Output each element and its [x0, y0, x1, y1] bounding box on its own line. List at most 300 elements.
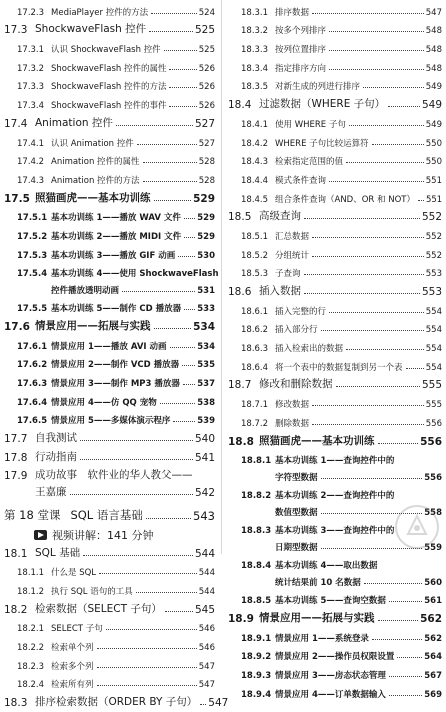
- dot-leader: [349, 125, 424, 126]
- entry-title: 插入数据: [259, 285, 301, 297]
- entry-number: 18.1.1: [17, 568, 45, 579]
- toc-subsection-entry[interactable]: [228, 451, 442, 466]
- entry-page-number: 534: [193, 321, 215, 333]
- dot-leader: [312, 256, 424, 257]
- toc-subsection-entry[interactable]: [4, 264, 219, 279]
- entry-title: 基本功训练 4——取出数据: [275, 560, 378, 571]
- entry-title: 基本功训练 1——播放 WAV 文件: [51, 213, 181, 224]
- entry-page-number: 559: [424, 542, 442, 553]
- entry-number: 17.3.4: [17, 101, 45, 112]
- entry-page-number: 547: [425, 7, 442, 18]
- entry-number: 17.4.1: [17, 138, 45, 149]
- toc-subsection-entry[interactable]: [4, 373, 215, 392]
- entry-number: 18.2.2: [17, 642, 45, 653]
- entry-page-number: 556: [420, 435, 442, 448]
- dot-leader: [329, 31, 424, 32]
- toc-subsection-entry[interactable]: [228, 133, 442, 152]
- entry-title: 分组统计: [275, 250, 310, 261]
- entry-number: 18.1: [4, 547, 28, 560]
- toc-subsection-entry[interactable]: [228, 556, 442, 571]
- entry-page-number: 547: [208, 697, 229, 709]
- entry-title: 按列位置排序: [275, 45, 327, 56]
- entry-number: 18.6.4: [241, 362, 269, 373]
- entry-number: 18.4.3: [241, 157, 269, 168]
- entry-number: 18.3: [4, 697, 28, 709]
- entry-page-number: 544: [198, 586, 215, 597]
- entry-number: 17.3.1: [17, 45, 45, 56]
- toc-section-entry[interactable]: [228, 432, 442, 451]
- toc-subsection-entry[interactable]: [228, 2, 442, 21]
- entry-title: 检索多个列: [51, 661, 94, 672]
- video-duration-label: 视频讲解：141 分钟: [52, 528, 154, 542]
- dot-leader: [136, 592, 197, 593]
- entry-number: 18.6: [228, 286, 252, 298]
- dot-leader: [170, 347, 196, 348]
- dot-leader: [154, 328, 192, 329]
- toc-section-entry[interactable]: [228, 95, 442, 114]
- entry-number: 18.2: [4, 603, 28, 616]
- dot-leader: [312, 13, 424, 14]
- entry-number: 17.4: [4, 117, 28, 130]
- entry-page-number: 556: [424, 472, 442, 483]
- toc-subsection-entry[interactable]: [228, 245, 442, 264]
- entry-number: 18.7: [228, 379, 252, 392]
- entry-page-number: 553: [421, 286, 442, 298]
- entry-title: 情景应用 4——订单数据输入: [275, 689, 386, 700]
- entry-page-number: 560: [424, 577, 442, 588]
- entry-number: 18.4: [228, 99, 252, 112]
- dot-leader: [70, 494, 193, 495]
- toc-subsection-entry[interactable]: [4, 637, 215, 656]
- toc-subsection-entry[interactable]: [4, 58, 215, 77]
- toc-subsection-entry[interactable]: [4, 152, 215, 171]
- entry-title: 过滤数据（WHERE 子句）: [259, 98, 386, 111]
- entry-page-number: 543: [193, 508, 215, 523]
- entry-number: 17.5.5: [17, 304, 48, 315]
- dot-leader: [312, 237, 424, 238]
- dot-leader: [397, 657, 422, 658]
- entry-title: 基本功训练 5——查询空数据: [275, 596, 386, 607]
- dot-leader: [389, 676, 422, 677]
- dot-leader: [97, 685, 197, 686]
- entry-number: 18.9: [228, 612, 254, 625]
- entry-title: 插入完整的行: [275, 306, 327, 317]
- entry-number: 18.4.2: [241, 138, 269, 149]
- toc-section-entry[interactable]: [4, 448, 215, 467]
- entry-page-number: 526: [198, 101, 215, 112]
- toc-subsection-entry[interactable]: [4, 170, 215, 189]
- entry-page-number: 526: [198, 63, 215, 74]
- dot-leader: [406, 368, 424, 369]
- entry-title: 使用 WHERE 子句: [275, 119, 346, 130]
- entry-page-number: 554: [425, 325, 442, 336]
- entry-number: 18.2.4: [17, 680, 45, 691]
- entry-title: ShockwaveFlash 控件: [35, 23, 147, 36]
- entry-number: 17.6: [4, 321, 30, 333]
- entry-number: 17.5.1: [17, 213, 48, 224]
- dot-leader: [183, 384, 195, 385]
- toc-subsection-entry[interactable]: [4, 245, 215, 264]
- entry-number: 18.4.5: [241, 194, 269, 205]
- toc-subsection-entry[interactable]: [4, 226, 215, 245]
- entry-number: 18.4.4: [241, 175, 269, 186]
- entry-title: 王嘉廉: [35, 485, 67, 498]
- entry-title: 情景应用 2——制作 VCD 播放器: [51, 360, 180, 371]
- toc-section-entry[interactable]: [4, 693, 229, 712]
- entry-page-number: 550: [425, 138, 442, 149]
- toc-subsection-entry[interactable]: [228, 413, 442, 432]
- toc-subsection-entry[interactable]: [4, 563, 215, 582]
- entry-title: 自我测试: [35, 432, 77, 445]
- entry-page-number: 534: [197, 341, 215, 352]
- entry-page-number: 524: [198, 7, 215, 18]
- toc-subsection-entry[interactable]: [4, 279, 215, 299]
- toc-subsection-entry[interactable]: [228, 338, 442, 357]
- dot-leader: [143, 181, 197, 182]
- toc-subsection-entry[interactable]: [228, 114, 442, 133]
- entry-page-number: 552: [421, 211, 442, 224]
- toc-section-entry[interactable]: [4, 600, 215, 619]
- entry-page-number: 553: [425, 269, 442, 280]
- entry-title: 基本功训练 1——查询控件中的: [275, 455, 395, 466]
- dot-leader: [304, 293, 420, 294]
- entry-title: 情景应用——拓展与实践: [259, 611, 375, 624]
- toc-section-entry[interactable]: [228, 376, 442, 395]
- entry-title: 情景应用 5——多媒体演示程序: [51, 416, 171, 427]
- entry-page-number: 537: [197, 379, 215, 390]
- entry-page-number: 538: [197, 397, 215, 408]
- entry-number: 17.7: [4, 433, 28, 446]
- entry-page-number: 554: [425, 362, 442, 373]
- entry-page-number: 549: [425, 119, 442, 130]
- entry-page-number: 539: [197, 416, 215, 427]
- toc-section-entry[interactable]: [4, 189, 215, 208]
- dot-leader: [389, 601, 422, 602]
- toc-subsection-entry[interactable]: [228, 152, 442, 171]
- toc-section-entry[interactable]: [4, 467, 215, 482]
- entry-page-number: 547: [198, 661, 215, 672]
- dot-leader: [184, 218, 195, 219]
- dot-leader: [122, 291, 195, 292]
- entry-page-number: 547: [198, 680, 215, 691]
- entry-number: 17.6.4: [17, 397, 48, 408]
- entry-page-number: 548: [425, 26, 442, 37]
- entry-number: 17.5.4: [17, 268, 48, 279]
- entry-title: 汇总数据: [275, 231, 310, 242]
- entry-title: SELECT 子句: [51, 624, 103, 635]
- toc-subsection-entry[interactable]: [228, 647, 442, 666]
- entry-title: 修改数据: [275, 400, 310, 411]
- toc-section-entry[interactable]: [4, 482, 215, 502]
- entry-title: 行动指南: [35, 450, 77, 463]
- toc-subsection-entry[interactable]: [228, 58, 442, 77]
- toc-subsection-entry[interactable]: [228, 301, 442, 320]
- toc-section-entry[interactable]: [228, 208, 442, 227]
- dot-leader: [329, 312, 424, 313]
- entry-title: 将一个表中的数据复制到另一个表: [275, 362, 403, 373]
- entry-number: 18.5.2: [241, 250, 269, 261]
- toc-subsection-entry[interactable]: [4, 95, 215, 114]
- toc-subsection-entry[interactable]: [4, 77, 215, 96]
- toc-chapter-entry[interactable]: [4, 502, 215, 526]
- entry-number: 18.2.1: [17, 624, 45, 635]
- entry-number: 18.8: [228, 435, 254, 448]
- dot-leader: [336, 386, 420, 387]
- entry-page-number: 528: [198, 157, 215, 168]
- toc-subsection-entry[interactable]: [4, 355, 215, 374]
- toc-subsection-entry[interactable]: [4, 619, 215, 638]
- entry-title: 基本功训练 2——播放 MIDI 文件: [51, 231, 182, 242]
- toc-subsection-entry[interactable]: [4, 675, 215, 694]
- toc-section-entry[interactable]: [228, 609, 442, 628]
- toc-right-column: [228, 2, 442, 703]
- entry-title: 情景应用——拓展与实践: [35, 320, 151, 332]
- toc-section-entry[interactable]: [4, 114, 215, 133]
- entry-title: SQL 语言基础: [70, 507, 143, 522]
- toc-subsection-entry[interactable]: [228, 357, 442, 376]
- dot-leader: [304, 218, 420, 219]
- toc-subsection-entry[interactable]: [4, 411, 215, 430]
- entry-page-number: 525: [198, 45, 215, 56]
- entry-title: ShockwaveFlash 控件的方法: [51, 82, 167, 93]
- entry-title: Animation 控件的属性: [51, 157, 140, 168]
- entry-number: 18.9.2: [241, 652, 272, 663]
- entry-page-number: 546: [198, 624, 215, 635]
- toc-subsection-entry[interactable]: [228, 665, 442, 684]
- entry-page-number: 556: [425, 418, 442, 429]
- entry-page-number: 552: [425, 231, 442, 242]
- toc-section-entry[interactable]: [4, 21, 215, 40]
- entry-title: 什么是 SQL: [51, 568, 97, 579]
- dot-leader: [346, 162, 424, 163]
- entry-page-number: 546: [198, 642, 215, 653]
- toc-subsection-entry[interactable]: [228, 394, 442, 413]
- entry-title: Animation 控件: [35, 116, 113, 129]
- entry-page-number: 527: [194, 117, 215, 130]
- dot-leader: [160, 403, 196, 404]
- toc-subsection-entry[interactable]: [4, 336, 215, 355]
- dot-leader: [178, 256, 195, 257]
- entry-page-number: 528: [198, 175, 215, 186]
- entry-title: 修改和删除数据: [259, 378, 333, 391]
- dot-leader: [184, 237, 195, 238]
- entry-page-number: 544: [194, 547, 215, 560]
- dot-leader: [97, 667, 197, 668]
- entry-title: 情景应用 2——操作员权限设置: [275, 652, 395, 663]
- entry-number: 18.3.1: [241, 7, 269, 18]
- entry-page-number: 561: [424, 596, 442, 607]
- entry-title: ShockwaveFlash 控件的属性: [51, 63, 167, 74]
- dot-leader: [146, 518, 191, 519]
- toc-section-entry[interactable]: [4, 429, 215, 448]
- entry-number: 17.5: [4, 192, 30, 205]
- toc-subsection-entry[interactable]: [228, 21, 442, 40]
- entry-title: 情景应用 3——制作 MP3 播放器: [51, 379, 180, 390]
- entry-title: 检索单个列: [51, 642, 94, 653]
- entry-title: 情景应用 1——系统登录: [275, 633, 369, 644]
- toc-subsection-entry[interactable]: [228, 571, 442, 591]
- toc-subsection-entry[interactable]: [4, 2, 215, 21]
- entry-number: 18.8.2: [241, 490, 272, 501]
- dot-leader: [389, 695, 422, 696]
- entry-page-number: 551: [425, 194, 443, 205]
- entry-number: 18.9.1: [241, 633, 272, 644]
- dot-leader: [99, 573, 197, 574]
- dot-leader: [165, 611, 193, 612]
- entry-page-number: 540: [194, 433, 215, 446]
- entry-number: 17.5.3: [17, 250, 48, 261]
- dot-leader: [106, 629, 197, 630]
- entry-page-number: 554: [425, 344, 442, 355]
- entry-title: 子查询: [275, 269, 301, 280]
- toc-subsection-entry[interactable]: [228, 591, 442, 610]
- entry-number: 18.4.1: [241, 119, 269, 130]
- toc-subsection-entry[interactable]: [4, 39, 215, 58]
- entry-title: 照猫画虎——基本功训练: [259, 434, 375, 447]
- dot-leader: [378, 443, 419, 444]
- entry-page-number: 529: [197, 231, 215, 242]
- entry-title: 执行 SQL 语句的工具: [51, 586, 133, 597]
- entry-title: 情景应用 4——仿 QQ 宠物: [51, 397, 157, 408]
- entry-page-number: 541: [194, 451, 215, 464]
- entry-page-number: 526: [198, 82, 215, 93]
- entry-number: 18.6.1: [241, 306, 269, 317]
- entry-title: 删除数据: [275, 418, 310, 429]
- toc-section-entry[interactable]: [4, 544, 215, 563]
- dot-leader: [116, 125, 193, 126]
- entry-page-number: 525: [194, 24, 215, 37]
- entry-title: 统计结果前 10 名数据: [275, 577, 361, 588]
- entry-title: 日期型数据: [275, 542, 318, 553]
- entry-number: 17.3.3: [17, 82, 45, 93]
- dot-leader: [372, 144, 424, 145]
- toc-subsection-entry[interactable]: [4, 133, 215, 152]
- entry-page-number: 535: [197, 360, 215, 371]
- entry-number: 第 18 堂课: [4, 507, 61, 522]
- entry-page-number: 533: [197, 304, 215, 315]
- entry-number: 18.6.2: [241, 325, 269, 336]
- entry-page-number: 569: [424, 689, 442, 700]
- toc-subsection-entry[interactable]: [228, 189, 442, 208]
- entry-page-number: 529: [193, 192, 215, 205]
- toc-subsection-entry[interactable]: [228, 264, 442, 283]
- dot-leader: [169, 87, 196, 88]
- dot-leader: [182, 365, 195, 366]
- dot-leader: [151, 13, 197, 14]
- toc-subsection-entry[interactable]: [228, 628, 442, 647]
- dot-leader: [80, 459, 193, 460]
- toc-section-entry[interactable]: [4, 317, 215, 336]
- toc-subsection-entry[interactable]: [228, 486, 442, 501]
- entry-page-number: 542: [194, 486, 215, 499]
- dot-leader: [372, 639, 422, 640]
- toc-left-column: [4, 2, 229, 712]
- entry-title: 基本功训练 3——播放 GIF 动画: [51, 250, 176, 261]
- entry-page-number: 529: [197, 213, 215, 224]
- entry-title: 成功故事 软件业的华人教父——: [35, 468, 193, 481]
- entry-number: 17.3.2: [17, 63, 45, 74]
- entry-number: 18.7.2: [241, 418, 269, 429]
- entry-title: 检索所有列: [51, 680, 94, 691]
- toc-subsection-entry[interactable]: [228, 77, 442, 96]
- dot-leader: [137, 144, 197, 145]
- entry-title: 基本功训练 3——查询控件中的: [275, 525, 395, 536]
- entry-number: 17.6.3: [17, 379, 48, 390]
- entry-number: 18.8.1: [241, 455, 272, 466]
- entry-page-number: 555: [421, 379, 442, 392]
- entry-page-number: 527: [198, 138, 215, 149]
- toc-subsection-entry[interactable]: [4, 656, 215, 675]
- toc-subsection-entry[interactable]: [228, 320, 442, 339]
- toc-subsection-entry[interactable]: [228, 684, 442, 703]
- entry-page-number: 562: [424, 633, 442, 644]
- entry-title: SQL 基础: [35, 546, 81, 559]
- entry-number: 18.5: [228, 211, 252, 224]
- dot-leader: [184, 309, 195, 310]
- entry-title: 情景应用 1——播放 AVI 动画: [51, 341, 167, 352]
- toc-subsection-entry[interactable]: [4, 299, 215, 318]
- video-play-icon: [34, 530, 47, 540]
- entry-title: 排序检索数据（ORDER BY 子句）: [35, 696, 198, 708]
- toc-subsection-entry[interactable]: [228, 226, 442, 245]
- dot-leader: [329, 181, 424, 182]
- dot-leader: [169, 69, 196, 70]
- entry-page-number: 530: [197, 250, 215, 261]
- entry-number: 17.6.1: [17, 341, 48, 352]
- entry-page-number: 550: [425, 157, 442, 168]
- entry-page-number: 552: [425, 250, 442, 261]
- dot-leader: [321, 330, 424, 331]
- toc-subsection-entry[interactable]: [228, 170, 442, 189]
- entry-title: 检索数据（SELECT 子句）: [35, 602, 162, 615]
- toc-subsection-entry[interactable]: [4, 392, 215, 411]
- dot-leader: [329, 69, 424, 70]
- entry-title: 按多个列排序: [275, 26, 327, 37]
- entry-page-number: 562: [420, 612, 442, 625]
- dot-leader: [83, 555, 193, 556]
- entry-number: 18.5.3: [241, 269, 269, 280]
- dot-leader: [97, 648, 197, 649]
- dot-leader: [200, 704, 206, 705]
- entry-number: 18.2.3: [17, 661, 45, 672]
- entry-title: 字符型数据: [275, 472, 318, 483]
- entry-title: 基本功训练 2——查询控件中的: [275, 490, 395, 501]
- toc-subsection-entry[interactable]: [228, 39, 442, 58]
- entry-number: 17.4.3: [17, 175, 45, 186]
- entry-number: 18.8.5: [241, 596, 272, 607]
- entry-number: 17.4.2: [17, 157, 45, 168]
- entry-page-number: 548: [425, 45, 442, 56]
- entry-page-number: 567: [424, 670, 442, 681]
- entry-title: 数值型数据: [275, 507, 318, 518]
- dot-leader: [346, 349, 424, 350]
- toc-subsection-entry[interactable]: [4, 208, 215, 227]
- entry-number: 18.7.1: [241, 400, 269, 411]
- entry-title: MediaPlayer 控件的方法: [51, 7, 149, 18]
- entry-title: 照猫画虎——基本功训练: [35, 191, 151, 204]
- toc-subsection-entry[interactable]: [4, 581, 215, 600]
- entry-page-number: 558: [424, 507, 442, 518]
- entry-number: 18.3.5: [241, 82, 269, 93]
- entry-title: 基本功训练 4——使用 ShockwaveFlash: [51, 268, 219, 279]
- dot-leader: [418, 200, 424, 201]
- toc-subsection-entry[interactable]: [228, 466, 442, 486]
- dot-leader: [363, 87, 424, 88]
- entry-number: 18.6.3: [241, 344, 269, 355]
- entry-title: 检索指定范围的值: [275, 157, 344, 168]
- entry-title: 基本功训练 5——制作 CD 播放器: [51, 304, 182, 315]
- toc-section-entry[interactable]: [228, 282, 442, 301]
